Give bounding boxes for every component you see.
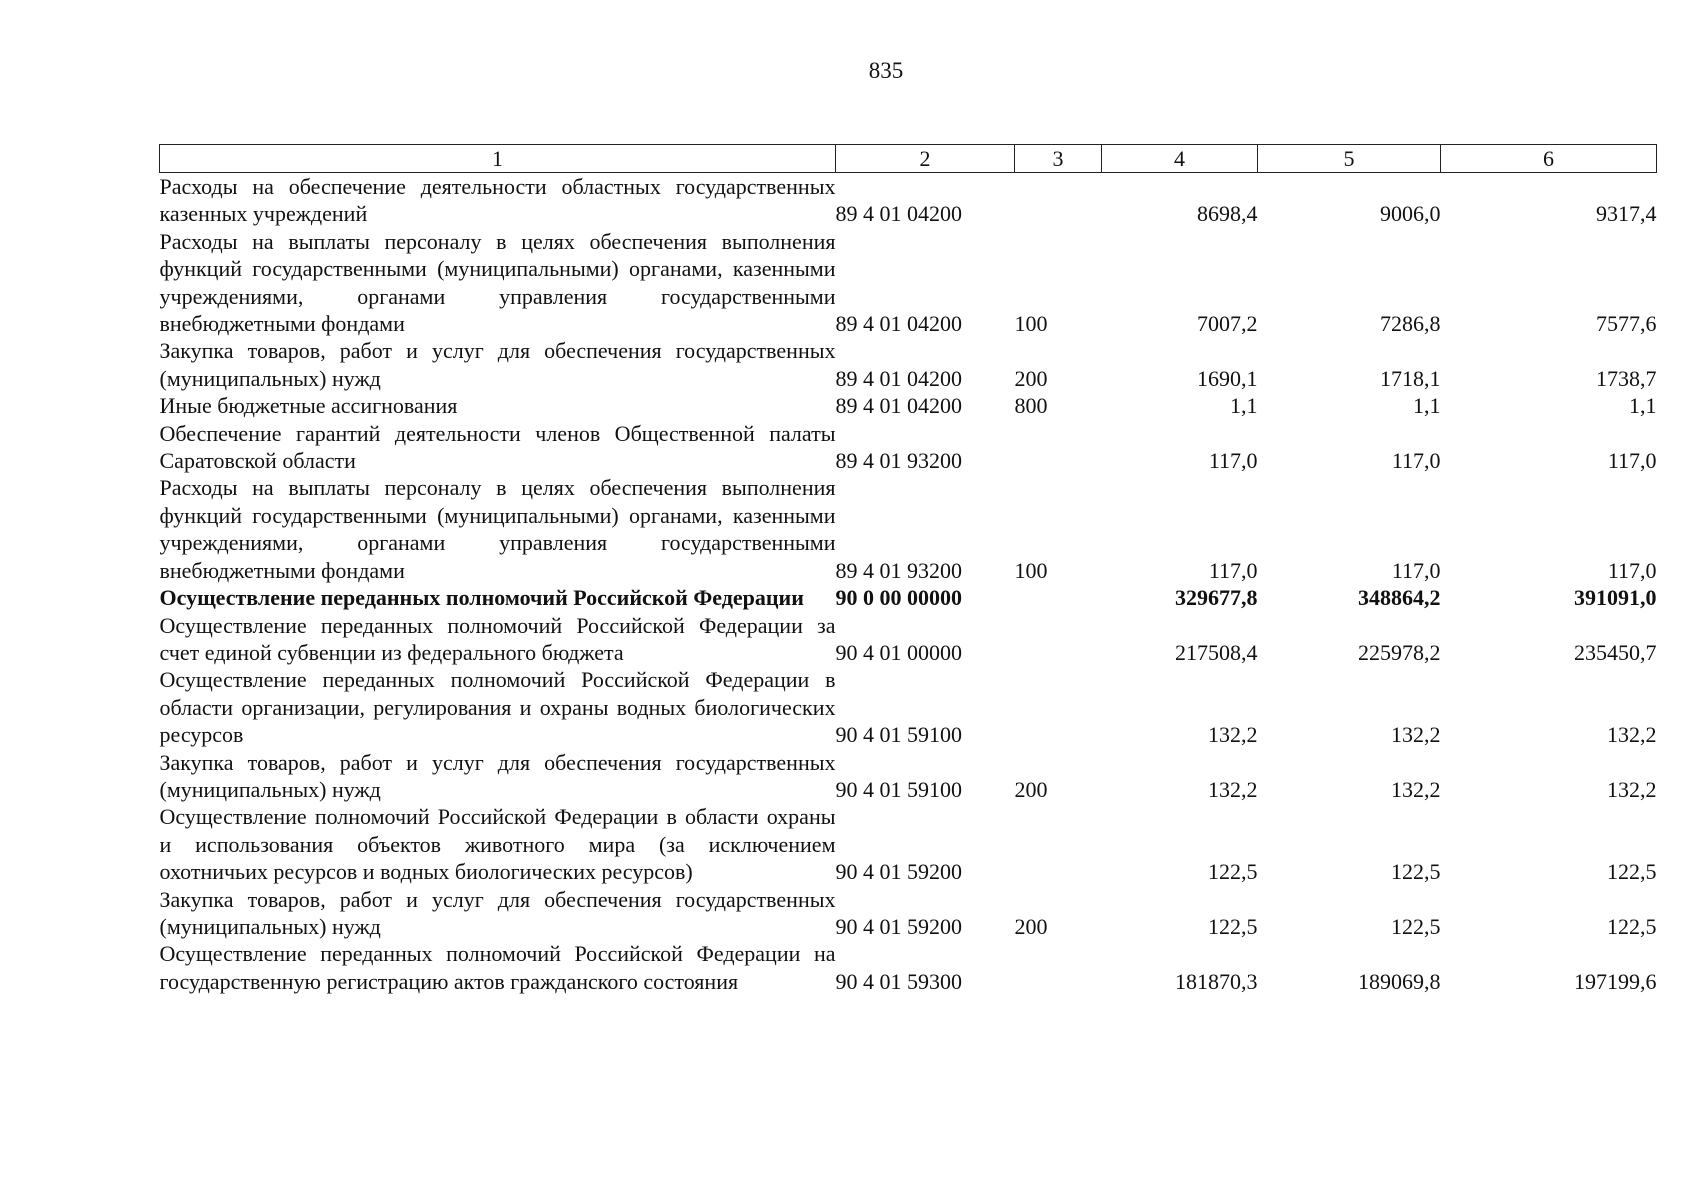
- amount-year1-cell: 132,2: [1208, 776, 1258, 802]
- amount-year2-cell: 132,2: [1391, 722, 1441, 748]
- amount-year2-cell: 117,0: [1391, 448, 1441, 474]
- amount-year2-cell: 122,5: [1391, 859, 1441, 885]
- amount-year2-cell: 225978,2: [1358, 639, 1441, 665]
- amount-year2-cell: 1718,1: [1380, 365, 1441, 391]
- table-row: [160, 420, 1657, 475]
- table-row: [160, 749, 1657, 804]
- amount-year1-cell: 181870,3: [1175, 968, 1258, 994]
- expense-name-cell: Расходы на выплаты персоналу в целях обеспечения выполнения функций государственными (муниципальными) органами, казенными учреждениями, органами управления государственными внебюджетными фондами: [159, 475, 836, 583]
- amount-year2-cell: 348864,2: [1358, 585, 1441, 611]
- expense-name-cell: Обеспечение гарантий деятельности членов Общественной палаты Саратовской области: [159, 420, 836, 474]
- target-code-cell: 90 4 01 59200: [835, 859, 962, 885]
- amount-year3-cell: 122,5: [1607, 859, 1657, 885]
- amount-year2-cell: 122,5: [1391, 913, 1441, 939]
- expense-type-cell: [1015, 940, 1102, 995]
- expense-name-cell: Закупка товаров, работ и услуг для обеспечения государственных (муниципальных) нужд: [159, 886, 836, 939]
- column-header-year3: 6: [1441, 145, 1657, 173]
- expense-name-cell: Осуществление переданных полномочий Российской Федерации на государственную регистрацию актов гражданского состояния: [159, 941, 836, 994]
- table-row: [160, 612, 1657, 667]
- table-row: [160, 392, 1657, 419]
- target-code-cell: 90 4 01 59200: [835, 913, 962, 939]
- amount-year3-cell: 117,0: [1607, 448, 1657, 474]
- amount-year3-cell: 391091,0: [1574, 585, 1657, 611]
- target-code-cell: 89 4 01 04200: [835, 201, 962, 227]
- table-row: [160, 173, 1657, 228]
- amount-year1-cell: 117,0: [1208, 448, 1258, 474]
- amount-year1-cell: 1,1: [1230, 393, 1258, 419]
- expense-type-cell: 100: [1014, 311, 1048, 337]
- expense-name-cell: Осуществление переданных полномочий Российской Федерации: [159, 585, 804, 611]
- expense-name-cell: Закупка товаров, работ и услуг для обеспечения государственных (муниципальных) нужд: [159, 338, 836, 391]
- table-row: [160, 803, 1657, 885]
- amount-year2-cell: 117,0: [1391, 557, 1441, 583]
- page-number: 835: [868, 58, 904, 83]
- table-row: [160, 584, 1657, 611]
- column-header-code: 2: [836, 145, 1015, 173]
- table-row: [160, 666, 1657, 748]
- expense-type-cell: [1015, 584, 1102, 611]
- amount-year1-cell: 8698,4: [1197, 201, 1258, 227]
- amount-year1-cell: 122,5: [1208, 859, 1258, 885]
- expense-name-cell: Осуществление полномочий Российской Федерации в области охраны и использования объектов животного мира (за исключением охотничьих ресурсов и водных биологических ресурсов): [159, 804, 836, 885]
- amount-year1-cell: 329677,8: [1175, 585, 1258, 611]
- amount-year3-cell: 122,5: [1607, 913, 1657, 939]
- column-header-name: 1: [160, 145, 836, 173]
- expense-type-cell: 200: [1014, 365, 1048, 391]
- expense-name-cell: Закупка товаров, работ и услуг для обеспечения государственных (муниципальных) нужд: [159, 749, 836, 802]
- amount-year3-cell: 197199,6: [1574, 968, 1657, 994]
- amount-year1-cell: 117,0: [1208, 557, 1258, 583]
- amount-year3-cell: 1738,7: [1596, 365, 1657, 391]
- expense-type-cell: [1015, 803, 1102, 885]
- expense-type-cell: [1015, 666, 1102, 748]
- table-body: [160, 173, 1657, 996]
- target-code-cell: 90 4 01 59300: [835, 968, 962, 994]
- expense-name-cell: Осуществление переданных полномочий Российской Федерации в области организации, регулирования и охраны водных биологических ресурсов: [159, 667, 836, 748]
- amount-year3-cell: 1,1: [1629, 393, 1657, 419]
- expense-type-cell: 800: [1014, 393, 1048, 419]
- amount-year2-cell: 132,2: [1391, 776, 1441, 802]
- table-row: [160, 940, 1657, 995]
- amount-year3-cell: 9317,4: [1596, 201, 1657, 227]
- amount-year2-cell: 1,1: [1413, 393, 1441, 419]
- table-row: [160, 228, 1657, 338]
- amount-year3-cell: 7577,6: [1596, 311, 1657, 337]
- amount-year3-cell: 235450,7: [1574, 639, 1657, 665]
- target-code-cell: 89 4 01 93200: [835, 557, 962, 583]
- amount-year2-cell: 7286,8: [1380, 311, 1441, 337]
- amount-year1-cell: 1690,1: [1197, 365, 1258, 391]
- amount-year1-cell: 7007,2: [1197, 311, 1258, 337]
- expense-name-cell: Осуществление переданных полномочий Российской Федерации за счет единой субвенции из федерального бюджета: [159, 612, 836, 665]
- column-header-type: 3: [1015, 145, 1102, 173]
- column-header-year1: 4: [1102, 145, 1258, 173]
- target-code-cell: 90 4 01 59100: [835, 722, 962, 748]
- amount-year3-cell: 132,2: [1607, 776, 1657, 802]
- target-code-cell: 89 4 01 93200: [835, 448, 962, 474]
- target-code-cell: 89 4 01 04200: [835, 393, 962, 419]
- amount-year3-cell: 117,0: [1607, 557, 1657, 583]
- target-code-cell: 89 4 01 04200: [835, 311, 962, 337]
- expense-name-cell: Расходы на выплаты персоналу в целях обеспечения выполнения функций государственными (муниципальными) органами, казенными учреждениями, органами управления государственными внебюджетными фондами: [159, 228, 836, 337]
- expense-name-cell: Иные бюджетные ассигнования: [159, 393, 458, 419]
- target-code-cell: 90 4 01 00000: [835, 639, 962, 665]
- target-code-cell: 90 4 01 59100: [835, 776, 962, 802]
- expense-name-cell: Расходы на обеспечение деятельности областных государственных казенных учреждений: [159, 174, 836, 227]
- amount-year1-cell: 132,2: [1208, 722, 1258, 748]
- amount-year1-cell: 217508,4: [1175, 639, 1258, 665]
- amount-year3-cell: 132,2: [1607, 722, 1657, 748]
- expense-type-cell: 200: [1014, 776, 1048, 802]
- amount-year2-cell: 189069,8: [1358, 968, 1441, 994]
- target-code-cell: 90 0 00 00000: [835, 585, 962, 611]
- table-row: [160, 474, 1657, 584]
- expense-type-cell: [1015, 612, 1102, 667]
- table-row: [160, 337, 1657, 392]
- expense-type-cell: 200: [1014, 913, 1048, 939]
- amount-year2-cell: 9006,0: [1380, 201, 1441, 227]
- table-row: [160, 886, 1657, 941]
- expense-type-cell: 100: [1014, 557, 1048, 583]
- amount-year1-cell: 122,5: [1208, 913, 1258, 939]
- expense-type-cell: [1015, 173, 1102, 228]
- column-header-year2: 5: [1258, 145, 1441, 173]
- target-code-cell: 89 4 01 04200: [835, 365, 962, 391]
- table-header-row: [160, 145, 1657, 173]
- budget-table: [159, 144, 1657, 995]
- expense-type-cell: [1015, 420, 1102, 475]
